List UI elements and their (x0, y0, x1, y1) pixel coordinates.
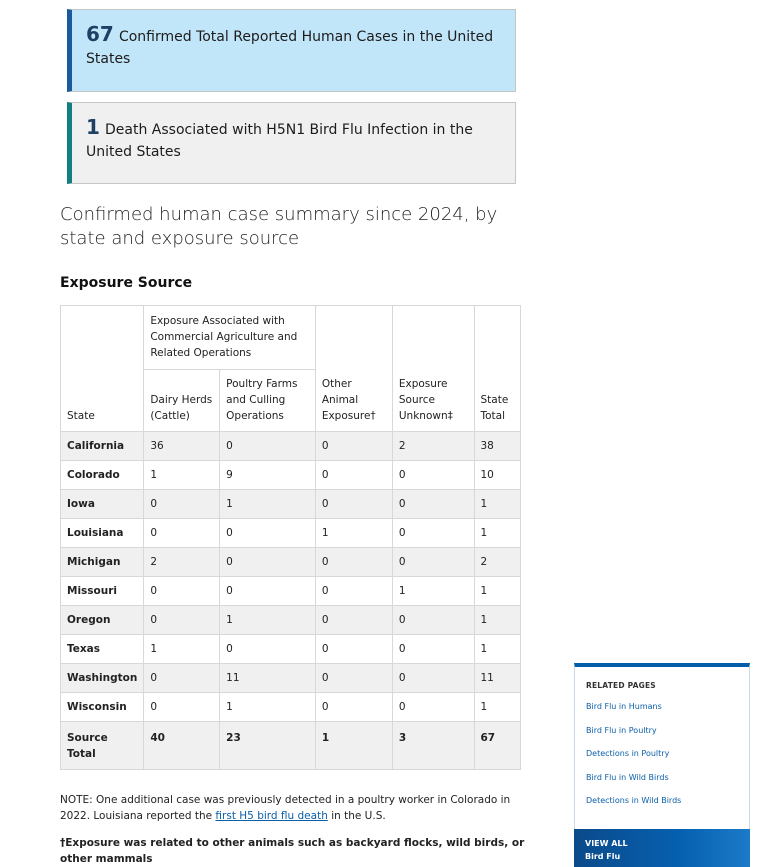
related-link-detections-wild-birds[interactable]: Detections in Wild Birds (586, 796, 682, 805)
table-row (61, 490, 521, 519)
cell-state: Source Total (61, 722, 144, 770)
cell-total: 38 (474, 432, 521, 461)
cell-dairy: 1 (144, 635, 220, 664)
cell-unknown: 0 (392, 606, 474, 635)
cell-other: 0 (315, 577, 392, 606)
cell-other: 0 (315, 432, 392, 461)
cell-total: 1 (474, 577, 521, 606)
cell-unknown: 0 (392, 635, 474, 664)
related-link-bird-flu-wild-birds[interactable]: Bird Flu in Wild Birds (586, 772, 669, 782)
cell-poultry: 0 (220, 577, 316, 606)
table-row (61, 606, 521, 635)
first-death-link[interactable]: first H5 bird flu death (215, 810, 328, 822)
view-all-topic: Bird Flu (585, 852, 621, 861)
deaths-callout (67, 102, 516, 184)
cell-state: Oregon (61, 606, 144, 635)
cell-unknown: 0 (392, 461, 474, 490)
list-item (586, 749, 749, 773)
related-links-list (586, 702, 749, 820)
note-text-end: in the U.S. (327, 810, 386, 822)
related-pages-title: RELATED PAGES (586, 681, 656, 690)
cell-unknown: 3 (392, 722, 474, 770)
cell-other: 0 (315, 606, 392, 635)
cell-total: 1 (474, 519, 521, 548)
view-all-label: VIEW ALL (585, 839, 628, 848)
cell-state: California (61, 432, 144, 461)
note-paragraph (60, 792, 530, 824)
cell-total: 1 (474, 635, 521, 664)
cell-total: 1 (474, 606, 521, 635)
cell-unknown: 0 (392, 519, 474, 548)
col-header-commercial-agriculture: Exposure Associated with Commercial Agriculture and Related Operations (144, 306, 316, 370)
table-row (61, 693, 521, 722)
cell-other: 0 (315, 490, 392, 519)
cell-dairy: 1 (144, 461, 220, 490)
related-link-detections-poultry[interactable]: Detections in Poultry (586, 749, 670, 758)
cell-poultry: 9 (220, 461, 316, 490)
related-link-bird-flu-poultry[interactable]: Bird Flu in Poultry (586, 725, 657, 735)
cell-poultry: 0 (220, 635, 316, 664)
cell-state: Missouri (61, 577, 144, 606)
exposure-source-heading: Exposure Source (60, 275, 193, 291)
case-summary-table (60, 305, 521, 770)
cell-other: 0 (315, 635, 392, 664)
col-header-other-animal: Other Animal Exposure† (315, 306, 392, 432)
table-row (61, 519, 521, 548)
cell-dairy: 0 (144, 664, 220, 693)
cell-state: Colorado (61, 461, 144, 490)
table-row (61, 461, 521, 490)
case-summary-heading: Confirmed human case summary since 2024, by state and exposure source (60, 204, 498, 249)
deaths-number: 1 (86, 115, 100, 139)
cell-total: 2 (474, 548, 521, 577)
table-row (61, 577, 521, 606)
cell-other: 0 (315, 548, 392, 577)
col-header-source-unknown: Exposure Source Unknown‡ (392, 306, 474, 432)
cell-state: Louisiana (61, 519, 144, 548)
table-row (61, 635, 521, 664)
col-header-dairy: Dairy Herds (Cattle) (144, 370, 220, 432)
cell-state: Michigan (61, 548, 144, 577)
table-row (61, 664, 521, 693)
footnote-other-animal: †Exposure was related to other animals such as backyard flocks, wild birds, or other mammals (60, 837, 525, 865)
cell-dairy: 40 (144, 722, 220, 770)
cell-dairy: 0 (144, 606, 220, 635)
cell-poultry: 0 (220, 519, 316, 548)
cell-unknown: 0 (392, 693, 474, 722)
cell-poultry: 23 (220, 722, 316, 770)
col-header-state-total: State Total (474, 306, 521, 432)
list-item (586, 702, 749, 726)
cell-poultry: 1 (220, 693, 316, 722)
list-item (586, 796, 749, 820)
confirmed-cases-number: 67 (86, 22, 114, 46)
col-header-poultry: Poultry Farms and Culling Operations (220, 370, 316, 432)
list-item (586, 726, 749, 750)
table-row (61, 548, 521, 577)
cell-unknown: 0 (392, 548, 474, 577)
note-text: NOTE: One additional case was previously detected in a poultry worker in Colorado in 2022. Louisiana reported the (60, 794, 511, 822)
cell-total: 1 (474, 693, 521, 722)
cell-state: Iowa (61, 490, 144, 519)
col-header-state: State (61, 306, 144, 432)
cell-unknown: 1 (392, 577, 474, 606)
cell-poultry: 0 (220, 548, 316, 577)
cell-other: 0 (315, 461, 392, 490)
cell-dairy: 0 (144, 577, 220, 606)
cell-dairy: 0 (144, 490, 220, 519)
cell-state: Texas (61, 635, 144, 664)
related-pages-panel (574, 663, 750, 867)
cell-poultry: 11 (220, 664, 316, 693)
cell-other: 1 (315, 519, 392, 548)
cell-unknown: 0 (392, 490, 474, 519)
deaths-text: Death Associated with H5N1 Bird Flu Infection in the United States (86, 122, 473, 160)
cell-state: Wisconsin (61, 693, 144, 722)
cell-total: 67 (474, 722, 521, 770)
table-row (61, 432, 521, 461)
cell-poultry: 1 (220, 490, 316, 519)
view-all-bird-flu-button[interactable] (574, 829, 750, 867)
cell-state: Washington (61, 664, 144, 693)
cell-poultry: 0 (220, 432, 316, 461)
source-total-row (61, 722, 521, 770)
cell-other: 1 (315, 722, 392, 770)
cell-total: 11 (474, 664, 521, 693)
list-item (586, 773, 749, 797)
cell-dairy: 0 (144, 693, 220, 722)
related-link-bird-flu-humans[interactable]: Bird Flu in Humans (586, 702, 662, 711)
cell-total: 1 (474, 490, 521, 519)
cell-other: 0 (315, 693, 392, 722)
confirmed-cases-text: Confirmed Total Reported Human Cases in the United States (86, 29, 494, 67)
cell-other: 0 (315, 664, 392, 693)
cell-dairy: 36 (144, 432, 220, 461)
confirmed-cases-callout (67, 9, 516, 92)
cell-poultry: 1 (220, 606, 316, 635)
cell-dairy: 2 (144, 548, 220, 577)
cell-unknown: 0 (392, 664, 474, 693)
cell-dairy: 0 (144, 519, 220, 548)
cell-unknown: 2 (392, 432, 474, 461)
cell-total: 10 (474, 461, 521, 490)
